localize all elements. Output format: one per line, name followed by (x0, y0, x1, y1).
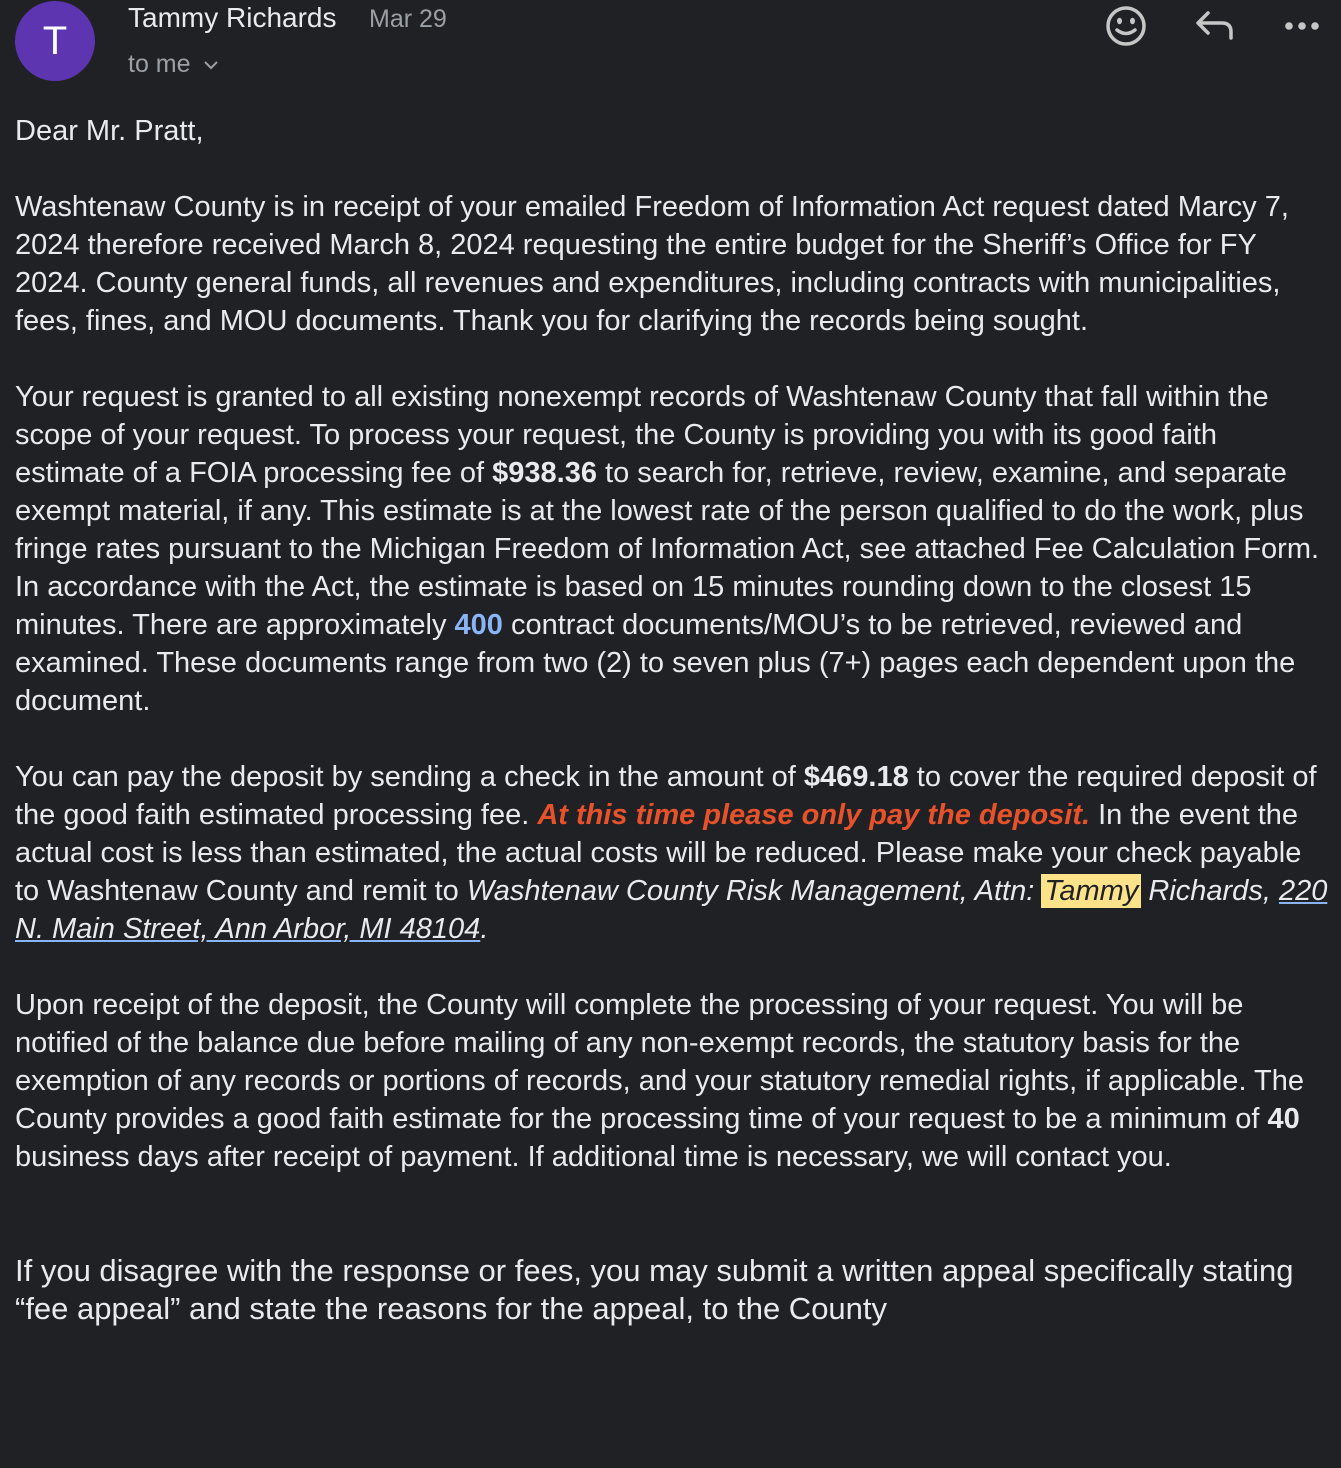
text: Your request is granted to all existing nonexempt records of Washtenaw County that fall within the scope of your request. To process your request, the County is providing you with its good faith estimate of a FOIA processing fee of (15, 381, 1269, 489)
text: to search for, retrieve, review, examine, and separate exempt material, if any. This estimate is at the lowest rate of the person qualified to do the work, plus fringe rates pursuant to the Michigan Freedom of Information Act, see attached Fee Calculation Form. In accordance with the Act, the estimate is based on 15 minutes rounding down to the closest 15 minutes. There are approximately (15, 457, 1320, 641)
highlighted-name: Tammy (1044, 875, 1139, 907)
chevron-down-icon (203, 49, 219, 78)
greeting: Dear Mr. Pratt, (15, 115, 204, 147)
emoji-reaction-icon[interactable] (1104, 4, 1148, 48)
paragraph-deposit (15, 758, 1331, 948)
sender-name[interactable]: Tammy Richards (128, 2, 337, 33)
text: business days after receipt of payment. If additional time is necessary, we will contact you. (15, 1141, 1172, 1173)
document-count: 400 (454, 609, 503, 641)
text: In the event the actual cost is less than estimated, the actual costs will be reduced. Please make your check payable to Washtenaw County and remit to (15, 799, 1302, 907)
message-date: Mar 29 (369, 5, 447, 33)
recipient-label: to me (128, 50, 191, 78)
deposit-emphasis: At this time please only pay the deposit. (537, 799, 1091, 831)
paragraph-appeal: If you disagree with the response or fees, you may submit a written appeal specifically stating “fee appeal” and state the reasons for the appeal, to the County (15, 1253, 1294, 1326)
paragraph-processing-time (15, 986, 1331, 1176)
remit-to-text: Washtenaw County Risk Management, Attn: (466, 875, 1043, 907)
deposit-amount: $469.18 (803, 761, 909, 793)
paragraph-fee-estimate (15, 378, 1331, 720)
message-header (0, 0, 1341, 100)
paragraph-request-receipt: Washtenaw County is in receipt of your emailed Freedom of Information Act request dated Marcy 7, 2024 therefore received March 8, 2024 requesting the entire budget for the Sheriff’s Office for FY 2024. County general funds, all revenues and expenditures, including contracts with municipalities, fees, fines, and MOU documents. Thank you for clarifying the records being sought. (15, 191, 1289, 337)
remit-to-rest: Richards, (1140, 875, 1279, 907)
business-days-count: 40 (1267, 1103, 1300, 1135)
reply-icon[interactable] (1192, 4, 1236, 48)
recipient-details-toggle[interactable] (128, 50, 219, 79)
address-link[interactable]: 220 N. Main Street, Ann Arbor, MI 48104 (15, 875, 1328, 945)
text: . (480, 913, 489, 945)
message-body (15, 112, 1331, 1366)
text: contract documents/MOU’s to be retrieved, reviewed and examined. These documents range from two (2) to seven plus (7+) pages each dependent upon the document. (15, 609, 1296, 717)
more-options-icon[interactable] (1280, 4, 1324, 48)
text: to cover the required deposit of the good faith estimated processing fee. (15, 761, 1317, 831)
fee-amount: $938.36 (492, 457, 597, 489)
text: You can pay the deposit by sending a check in the amount of (15, 761, 804, 793)
sender-avatar[interactable]: T (15, 1, 95, 81)
text: Upon receipt of the deposit, the County will complete the processing of your request. You will be notified of the balance due before mailing of any non-exempt records, the statutory basis for the exemption of any records or portions of records, and your statutory remedial rights, if applicable. The County provides a good faith estimate for the processing time of your request to be a minimum of (15, 989, 1304, 1135)
